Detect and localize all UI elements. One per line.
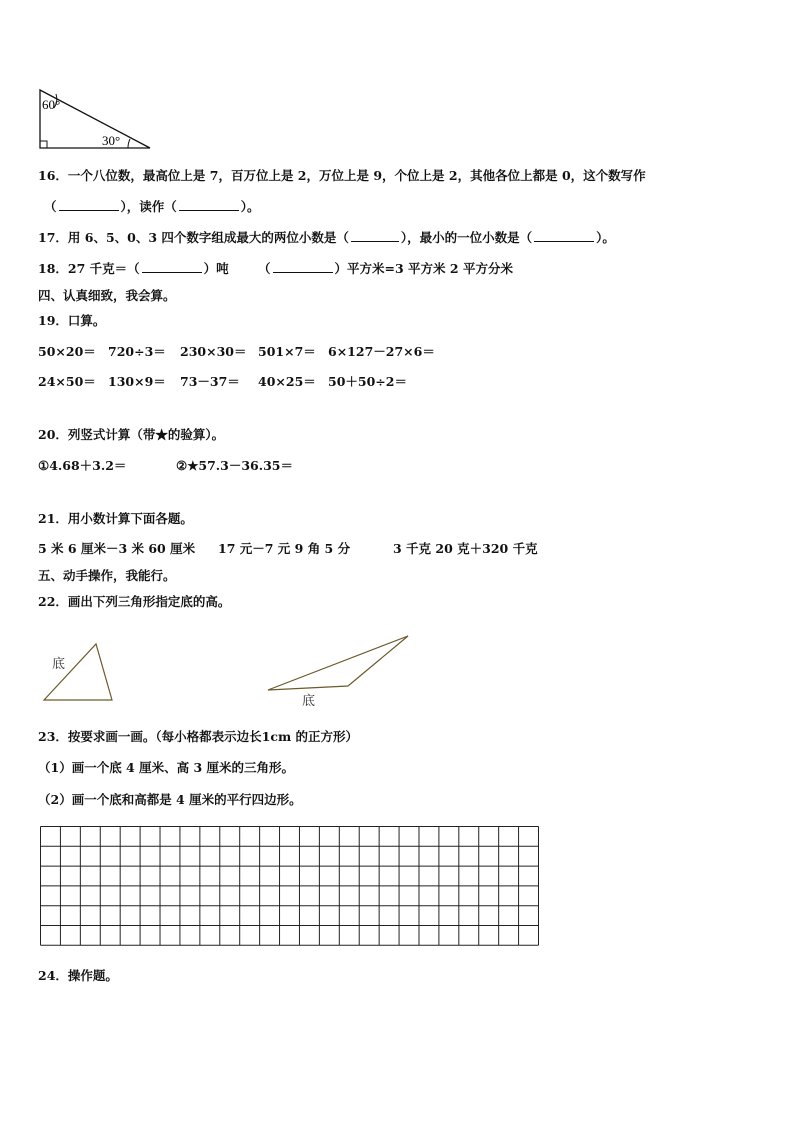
q18-a-suffix: ）吨 bbox=[203, 261, 229, 276]
q19-item: 720÷3＝ bbox=[108, 344, 166, 359]
q18-a-prefix: 18．27 千克＝（ bbox=[38, 261, 140, 276]
q20-title: 20．列竖式计算（带★的验算）。 bbox=[38, 427, 225, 442]
q19-item: 501×7＝ bbox=[258, 344, 316, 359]
q23-part2: （2）画一个底和高都是 4 厘米的平行四边形。 bbox=[38, 792, 302, 807]
q20-item-1: ①4.68＋3.2＝ bbox=[38, 458, 127, 473]
angle-30-label: 30° bbox=[102, 133, 121, 148]
q22-base-label-left: 底 bbox=[52, 656, 66, 671]
q19-title: 19．口算。 bbox=[38, 313, 106, 328]
q21-item-1: 5 米 6 厘米－3 米 60 厘米 bbox=[38, 541, 196, 556]
q17-suffix: ）。 bbox=[596, 230, 615, 245]
q18-line-b bbox=[258, 261, 513, 277]
q21-item-3: 3 千克 20 克＋320 千克 bbox=[393, 541, 538, 556]
q16-line1: 16．一个八位数，最高位上是 7，百万位上是 2，万位上是 9，个位上是 2，其他各位上都是 0，这个数写作 bbox=[38, 168, 646, 183]
q22-triangle-right bbox=[262, 632, 414, 708]
q20-item-2: ②★57.3－36.35＝ bbox=[176, 458, 293, 473]
q18-blank-sqm[interactable] bbox=[273, 261, 333, 273]
drawing-grid[interactable] bbox=[40, 826, 540, 947]
q18-b-suffix: ）平方米=3 平方米 2 平方分米 bbox=[334, 261, 513, 276]
q17-blank-smallest[interactable] bbox=[534, 230, 594, 242]
q22-title: 22．画出下列三角形指定底的高。 bbox=[38, 594, 231, 609]
q16-blank-read[interactable] bbox=[179, 199, 239, 211]
angle-60-label: 60° bbox=[42, 97, 61, 112]
q18-blank-ton[interactable] bbox=[142, 261, 202, 273]
q17-line bbox=[38, 230, 615, 246]
q17-blank-largest[interactable] bbox=[351, 230, 399, 242]
q17-prefix: 17．用 6、5、0、3 四个数字组成最大的两位小数是（ bbox=[38, 230, 349, 245]
section-4-heading: 四、认真细致，我会算。 bbox=[38, 288, 176, 303]
angle-triangle-figure bbox=[34, 84, 156, 152]
q19-item: 24×50＝ bbox=[38, 374, 96, 389]
q18-b-prefix: （ bbox=[258, 261, 271, 276]
q19-item: 73－37＝ bbox=[180, 374, 240, 389]
q16-mid: ），读作（ bbox=[120, 199, 177, 214]
q23-title: 23．按要求画一画。（每小格都表示边长1cm 的正方形） bbox=[38, 729, 359, 744]
q19-item: 130×9＝ bbox=[108, 374, 166, 389]
q16-open: （ bbox=[44, 199, 57, 214]
q22-triangle-left bbox=[40, 640, 118, 704]
q22-base-label-right: 底 bbox=[302, 693, 316, 708]
q17-mid: ），最小的一位小数是（ bbox=[400, 230, 533, 245]
section-5-heading: 五、动手操作，我能行。 bbox=[38, 568, 176, 583]
q18-line bbox=[38, 261, 229, 277]
q16-line2 bbox=[44, 199, 260, 215]
q16-blank-write[interactable] bbox=[59, 199, 119, 211]
q24-title: 24．操作题。 bbox=[38, 968, 118, 983]
q21-title: 21．用小数计算下面各题。 bbox=[38, 511, 193, 526]
q19-item: 40×25＝ bbox=[258, 374, 316, 389]
q19-item: 50＋50÷2＝ bbox=[328, 374, 407, 389]
q16-close: ）。 bbox=[240, 199, 260, 214]
q19-item: 230×30＝ bbox=[180, 344, 247, 359]
q23-part1: （1）画一个底 4 厘米、高 3 厘米的三角形。 bbox=[38, 760, 295, 775]
q19-item: 6×127－27×6＝ bbox=[328, 344, 435, 359]
q21-item-2: 17 元－7 元 9 角 5 分 bbox=[218, 541, 351, 556]
q19-item: 50×20＝ bbox=[38, 344, 96, 359]
